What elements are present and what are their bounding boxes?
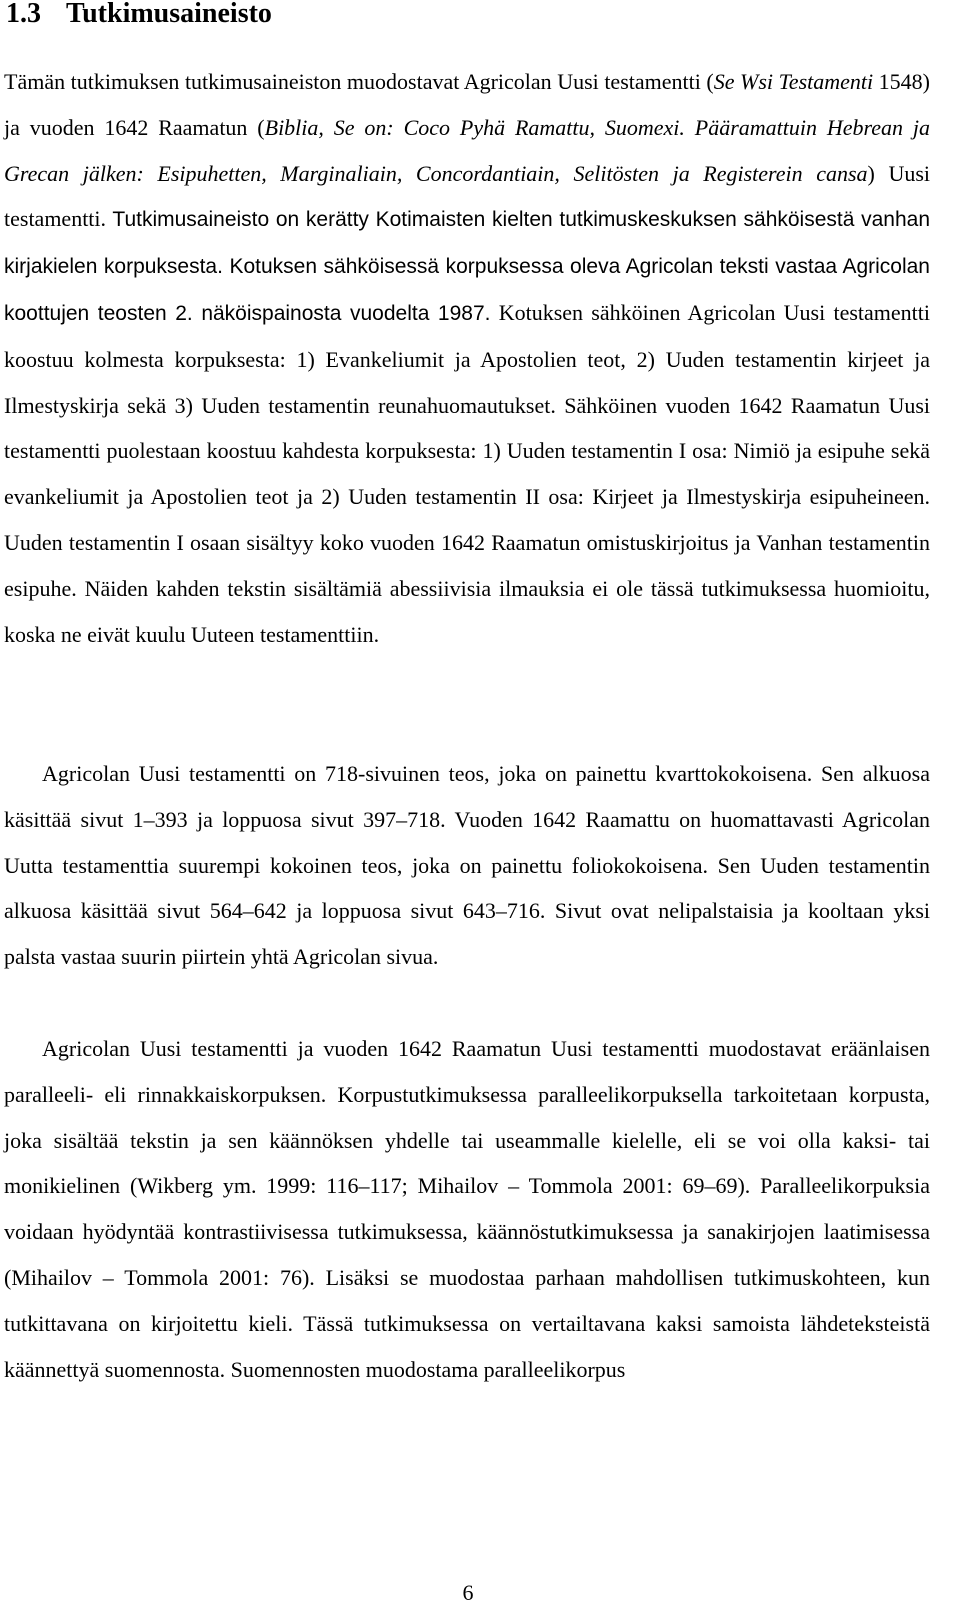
paragraph-1-text: Tämän tutkimuksen tutkimusaineiston muodostavat Agricolan Uusi testamentti ( [4, 69, 714, 94]
paragraph-1 [4, 59, 930, 657]
paragraph-1-text: 1548) ja vuoden 1642 Raamatun ( [4, 69, 930, 140]
paragraph-3: Agricolan Uusi testamentti ja vuoden 1642 Raamatun Uusi testamentti muodostavat eräänlaisen paralleeli- eli rinnakkaiskorpuksen. Korpustutkimuksessa paralleelikorpuksella tarkoitetaan korpusta, joka sisältää tekstin ja sen käännöksen yhdelle tai useammalle kielelle, eli se voi olla kaksi- tai monikielinen (Wikberg ym. 1999: 116–117; Mihailov – Tommola 2001: 69–69). Paralleelikorpuksia voidaan hyödyntää kontrastiivisessa tutkimuksessa, käännöstutkimuksessa ja sanakirjojen laatimisessa (Mihailov – Tommola 2001: 76). Lisäksi se muodostaa parhaan mahdollisen tutkimuskohteen, kun tutkittavana on kirjoitettu kieli. Tässä tutkimuksessa on vertailtavana kaksi samoista lähdeteksteistä käännettyä suomennosta. Suomennosten muodostama paralleelikorpus [4, 1036, 930, 1382]
paragraph-1-text: Kotuksen sähköinen Agricolan Uusi testamentti koostuu kolmesta korpuksesta: 1) Evankeliumit ja Apostolien teot, 2) Uuden testamentin kirjeet ja Ilmestyskirja sekä 3) Uuden testamentin reunahuomautukset. Sähköinen vuoden 1642 Raamatun Uusi testamentti puolestaan koostuu kahdesta korpuksesta: 1) Uuden testamentin I osa: Nimiö ja esipuhe sekä evankeliumit ja Apostolien teot ja 2) Uuden testamentin II osa: Kirjeet ja Ilmestyskirja esipuheineen. Uuden testamentin I osaan sisältyy koko vuoden 1642 Raamatun omistuskirjoitus ja Vanhan testamentin esipuhe. Näiden kahden tekstin sisältämiä abessiivisia ilmauksia ei ole tässä tutkimuksessa huomioitu, koska ne eivät kuulu Uuteen testamenttiin. [4, 299, 930, 647]
paragraph-1-text: ) Uusi testamentti. [4, 160, 931, 232]
italic-title-biblia: Biblia, Se on: Coco Pyhä Ramattu, Suomexi. Pääramattuin Hebrean ja Grecan jälken: Esipuhetten, Marginaliain, Concordantiain, Selitösten ja Registerein cansa [4, 114, 930, 186]
page-number: 6 [462, 1580, 474, 1605]
italic-title-agricola: Se Wsi Testamenti [713, 69, 874, 94]
section-title: Tutkimusaineisto [66, 0, 272, 29]
paragraph-1-sans-text: Tutkimusaineisto on kerätty Kotimaisten kielten tutkimuskeskuksen sähköisestä vanhan kirjakielen korpuksesta. Kotuksen sähköisessä korpuksessa oleva Agricolan teksti vastaa Agricolan koottujen teosten 2. näköispainosta vuodelta 1987. [4, 208, 930, 325]
section-number: 1.3 [6, 0, 41, 29]
section-heading [6, 0, 272, 34]
paragraph-2: Agricolan Uusi testamentti on 718-sivuinen teos, joka on painettu kvarttokokoisena. Sen alkuosa käsittää sivut 1–393 ja loppuosa sivut 397–718. Vuoden 1642 Raamattu on huomattavasti Agricolan Uutta testamenttia suurempi kokoinen teos, joka on painettu foliokokoisena. Sen Uuden testamentin alkuosa käsittää sivut 564–642 ja loppuosa sivut 643–716. Sivut ovat nelipalstaisia ja kooltaan yksi palsta vastaa suurin piirtein yhtä Agricolan sivua. [4, 761, 930, 970]
